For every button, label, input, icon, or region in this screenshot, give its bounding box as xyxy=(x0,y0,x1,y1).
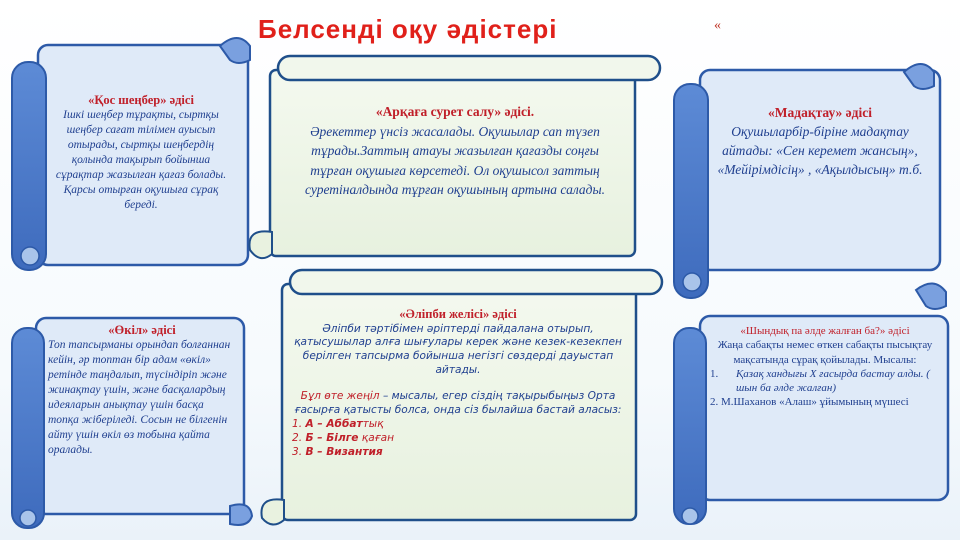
list-tail: тық xyxy=(362,418,384,431)
card-okil xyxy=(48,322,236,458)
card-arka-heading: «Арқаға сурет салу» әдісі. xyxy=(375,104,535,119)
card-alip-list-item xyxy=(292,432,626,446)
card-madak xyxy=(714,104,926,180)
card-madak-heading: «Мадақтау» әдісі xyxy=(768,105,872,120)
card-kos-body: Ішкі шеңбер тұрақты, сыртқы шеңбер сағат тілімен ауысып отырады, сыртқы шеңбердің қолында тақырып бойынша сұрақтар жазылған қағаз болады. Қарсы отырған оқушыға сұрақ береді. xyxy=(55,109,227,211)
list-main: Б – Білге xyxy=(305,432,359,445)
card-kos-heading: «Қос шеңбер» әдісі xyxy=(88,93,194,107)
card-shyn-body: Жаңа сабақты немес өткен сабақты пысықтау мақсатында сұрақ қойылады. Мысалы: xyxy=(717,339,933,366)
card-alip-list-item xyxy=(292,446,626,460)
card-alip-list xyxy=(290,418,626,460)
card-alip-body: Әліпби тәртібімен әріптерді пайдалана отырып, қатысушылар алға шығулары керек және кезек-кезекпен берілген тапсырма бойынша негізгі сөздерді дауыстап айтады. xyxy=(294,322,622,377)
card-shyn xyxy=(710,324,940,410)
card-arka-body: Әрекеттер үнсіз жасалады. Оқушылар сап түзеп тұрады.Заттың атауы жазылған қағазды соңғы тұрған оқушыға көрсетеді. Ол оқушысол заттың суретіналдында тұрған оқушының артына салады. xyxy=(305,123,605,198)
card-alip-example-rest: – мысалы, егер сіздің тақырыбыңыз Орта ғасырға қатысты болса, онда сіз былайша бастай аласыз: xyxy=(294,390,622,417)
list-tail: қаған xyxy=(358,432,394,445)
card-alip xyxy=(290,306,626,460)
page-title: Белсенді оқу әдістері xyxy=(258,14,558,44)
card-okil-heading: «Өкіл» әдісі xyxy=(108,323,176,337)
card-shyn-item-1 xyxy=(710,367,940,396)
card-alip-example xyxy=(290,390,626,418)
corner-mark: « xyxy=(714,18,721,33)
list-main: В – Византия xyxy=(305,446,383,459)
card-alip-list-item xyxy=(292,418,626,432)
list-num: 3. xyxy=(292,446,303,459)
list-main: А – Аббат xyxy=(305,418,363,431)
card-shyn-heading: «Шындық па әлде жалған ба?» әдісі xyxy=(740,325,910,337)
list-num: 2. xyxy=(292,432,303,445)
scroll-madak xyxy=(674,64,940,298)
card-okil-body: Топ тапсырманы орындап болғаннан кейін, әр топтан бір адам «өкіл» ретінде таңдалып, түсіндіріп және жинақтау үшін, және басқалардың идеяларын анықтау үшін басқа топқа жіберіледі. Сосын не білгенін айту үшін өкіл өз тобына қайта оралады. xyxy=(48,339,231,456)
card-arka xyxy=(290,102,620,200)
card-shyn-item-1-text: Қазақ хандығы Х ғасырда бастау алды. ( шын ба әлде жалған) xyxy=(736,367,930,395)
card-shyn-item-1-num: 1. xyxy=(710,367,719,380)
card-alip-heading: «Әліпби желісі» әдісі xyxy=(399,307,517,321)
card-kos xyxy=(48,92,234,213)
card-alip-example-lead: Бұл өте жеңіл xyxy=(300,390,380,403)
card-shyn-item-2: 2. М.Шаханов «Алаш» ұйымының мүшесі xyxy=(710,396,909,409)
list-num: 1. xyxy=(292,418,303,431)
card-madak-body: Оқушыларбір-біріне мадақтау айтады: «Сен керемет жансың», «Мейірімдісің» , «Ақылдысың» т.б. xyxy=(717,123,923,177)
